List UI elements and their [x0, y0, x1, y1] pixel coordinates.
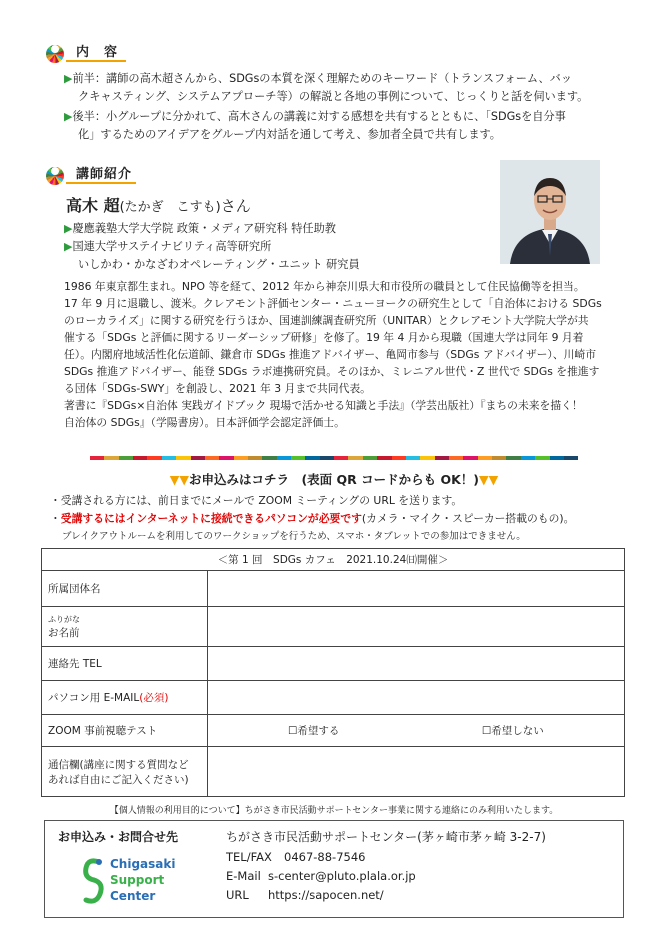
sdg-wheel-icon — [46, 162, 64, 185]
contact-url[interactable]: URL https://sapocen.net/ — [226, 888, 384, 902]
lecturer-heading: 講師紹介 — [76, 167, 133, 182]
application-notes — [50, 492, 574, 546]
label-email: パソコン用 E-MAIL(必須) — [42, 681, 208, 715]
contact-tel: TEL/FAX 0467-88-7546 — [226, 850, 366, 864]
organization-input[interactable] — [208, 571, 625, 607]
heading-underline — [66, 182, 136, 184]
label-organization: 所属団体名 — [42, 571, 208, 607]
contact-email[interactable]: E-Mail s-center@pluto.plala.or.jp — [226, 869, 416, 883]
label-tel: 連絡先 TEL — [42, 647, 208, 681]
triangle-bullet-icon: ▶ — [64, 222, 73, 235]
down-triangles-icon: ▼▼ — [169, 472, 189, 487]
label-name: ふりがな お名前 — [42, 607, 208, 647]
zoom-yes-checkbox[interactable]: ☐希望する — [208, 715, 464, 747]
triangle-bullet-icon: ▶ — [64, 72, 73, 85]
form-title: ＜第 1 回 SDGs カフェ 2021.10.24㈰開催＞ — [42, 549, 625, 571]
contact-details — [226, 848, 416, 905]
down-triangles-icon: ▼▼ — [479, 472, 499, 487]
chigasaki-logo — [82, 856, 104, 912]
application-form — [41, 548, 625, 797]
contact-label: お申込み・お問合せ先 — [58, 830, 179, 844]
email-input[interactable] — [208, 681, 625, 715]
note-pc-required: ・受講するにはインターネットに接続できるパソコンが必要です(カメラ・マイク・スピーカー搭載のもの)。 — [50, 512, 575, 525]
note-email: ・受講される方には、前日までにメールで ZOOM ミーティングの URL を送ります。 — [50, 494, 463, 507]
label-comments: 通信欄(講座に関する質問など あれば自由にご記入ください) — [42, 747, 208, 797]
logo-mark-icon — [82, 856, 104, 908]
triangle-bullet-icon: ▶ — [64, 240, 73, 253]
application-title: ▼▼お申込みはコチラ (表面 QR コードからも OK！)▼▼ — [169, 472, 499, 487]
tel-input[interactable] — [208, 647, 625, 681]
content-item-first-half: ▶前半：講師の高木超さんから、SDGsの本質を深く理解ためのキーワード（トランスフォーム、バッ クキャスティング、システムアプローチ等）の解説と各地の事例について、じっくりと話を伺います。 — [64, 72, 589, 103]
name-input[interactable] — [208, 607, 625, 647]
heading-underline — [66, 60, 126, 62]
contact-org: ちがさき市民活動サポートセンター(茅ヶ崎市茅ヶ崎 3-2-7) — [226, 830, 546, 844]
lecturer-photo — [500, 160, 600, 264]
triangle-bullet-icon: ▶ — [64, 110, 73, 123]
note-breakout: ブレイクアウトルームを利用してのワークショップを行うため、スマホ・タブレットでの参加はできません。 — [62, 531, 526, 542]
content-item-second-half: ▶後半：小グループに分かれて、高木さんの講義に対する感想を共有するとともに、「SDGsを自分事 化」するためのアイデアをグループ内対話を通して考え、参加者全員で共有します。 — [64, 110, 566, 141]
affiliation-unu: ▶国連大学サステイナビリティ高等研究所 いしかわ・かなざわオペレーティング・ユニット 研究員 — [64, 240, 360, 271]
comments-input[interactable] — [208, 747, 625, 797]
content-heading: 内 容 — [76, 45, 119, 60]
lecturer-bio: 1986 年東京都生まれ。NPO 等を経て、2012 年から神奈川県大和市役所の職員として住民協働等を担当。 17 年 9 月に退職し、渡米。クレアモント評価センター・ニューヨークの研究生として「自治体における SDGs のローカライズ」に関する研究を行うほか、国連訓練調査研究所（UNITAR）とクレアモント大学院大学が共 催する「SDGs と評価に関するリーダーシップ研修」を修了。19 年 4 月から現職（国連大学は同年 9 月着 任）。内閣府地域活性化伝道師、鎌倉市 SDGs 推進アドバイザー、亀岡市参与（SDGs アドバイザー）、川崎市 SDGs 推進アドバイザー、能登 SDGs ラボ連携研究員。そのほか、ミレニアル世代・Z 世代で SDGs を推進す る団体「SDGs-SWY」を創設し、2021 年 3 月まで共同代表。 著書に『SDGs×自治体 実践ガイドブック 現場で活かせる知識と手法』（学芸出版社）『まちの未来を描く！ 自治体の SDGs』（学陽書房）。日本評価学会認定評価士。 — [64, 280, 602, 429]
logo-text: Chigasaki Support Center — [110, 857, 176, 903]
sdg-color-divider — [90, 456, 578, 460]
privacy-note: 【個人情報の利用目的について】ちがさき市民活動サポートセンター事業に関する連絡にのみ利用いたします。 — [109, 806, 559, 816]
affiliation-keio: ▶慶應義塾大学大学院 政策・メディア研究科 特任助教 — [64, 222, 336, 235]
sdg-wheel-icon — [46, 40, 64, 63]
lecturer-name: 高木 超(たかぎ こすも)さん — [66, 196, 251, 215]
zoom-no-checkbox[interactable]: ☐希望しない — [464, 715, 625, 747]
label-zoom-test: ZOOM 事前視聴テスト — [42, 715, 208, 747]
